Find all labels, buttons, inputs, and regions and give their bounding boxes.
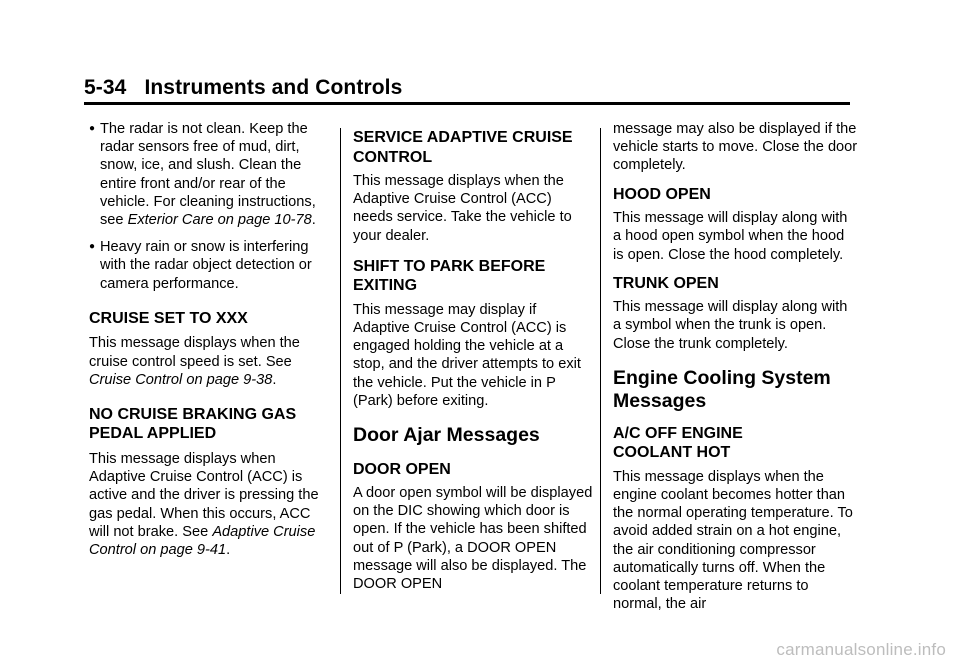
link-adaptive-cruise-control[interactable]: Adaptive Cruise Control on page 9-41 [89,523,316,558]
paragraph-door-open-continued: message may also be displayed if the vehicle starts to move. Close the door completely. [613,121,858,174]
heading-engine-cooling-messages: Engine Cooling System Messages [613,366,831,413]
paragraph-service-acc: This message displays when the Adaptive Cruise Control (ACC) needs service. Take the vehicle to your dealer. [353,173,572,244]
header-rule [84,102,850,105]
paragraph-ac-off-coolant-hot: This message displays when the engine coolant becomes hotter than the normal operating temperature. To avoid added strain on a hot engine, the air conditioning compressor automatically turns off. When the coolant temperature returns to normal, the air [613,468,853,613]
paragraph-trunk-open: This message will display along with a symbol when the trunk is open. Close the trunk completely. [613,299,848,352]
heading-cruise-set: CRUISE SET TO XXX [89,309,248,327]
heading-trunk-open: TRUNK OPEN [613,274,719,292]
heading-hood-open: HOOD OPEN [613,185,711,203]
column-1 [89,120,331,559]
column-divider-2 [600,128,601,594]
page-number: 5-34 [84,76,127,99]
paragraph-no-cruise-braking: This message displays when Adaptive Cruise Control (ACC) is active and the driver is pressing the gas pedal. When this occurs, ACC will not brake. See Adaptive Cruise Control on page 9-41. [89,450,319,558]
bullet-icon: ● [89,123,96,134]
heading-ac-off-coolant-hot: A/C OFF ENGINE COOLANT HOT [613,424,743,462]
page-header [84,76,402,100]
heading-door-ajar-messages: Door Ajar Messages [353,424,540,447]
paragraph-shift-to-park: This message may display if Adaptive Cruise Control (ACC) is engaged holding the vehicle at a stop, and the driver attempts to exit the vehicle. Put the vehicle in P (Park) before exiting. [353,301,581,409]
heading-no-cruise-braking: NO CRUISE BRAKING GAS PEDAL APPLIED [89,405,297,443]
heading-door-open: DOOR OPEN [353,460,451,478]
bullet-heavy-rain: ● Heavy rain or snow is interfering with the radar object detection or camera performance. [89,239,312,292]
watermark: carmanualsonline.info [776,640,946,659]
link-cruise-control[interactable]: Cruise Control on page 9-38 [89,371,273,388]
column-2 [353,120,593,593]
link-exterior-care[interactable]: Exterior Care on page 10-78 [127,212,312,229]
section-title: Instruments and Controls [144,76,403,99]
column-3 [613,120,858,613]
heading-shift-to-park: SHIFT TO PARK BEFORE EXITING [353,257,546,295]
bullet-icon: ● [89,241,96,253]
paragraph-door-open: A door open symbol will be displayed on the DIC showing which door is open. If the vehicle has been shifted out of P (Park), a DOOR OPEN message will also be displayed. The DOOR OPEN [353,485,593,593]
bullet-radar-not-clean: ● The radar is not clean. Keep the radar sensors free of mud, dirt, snow, ice, and slush. Clean the entire front and/or rear of the vehicle. For cleaning instructions, see Exterior Care on page 10-78. [89,121,316,229]
paragraph-hood-open: This message will display along with a hood open symbol when the hood is open. Close the hood completely. [613,210,848,263]
heading-service-acc: SERVICE ADAPTIVE CRUISE CONTROL [353,129,573,166]
column-divider-1 [340,128,341,594]
paragraph-cruise-set: This message displays when the cruise control speed is set. See Cruise Control on page 9-38. [89,335,300,388]
